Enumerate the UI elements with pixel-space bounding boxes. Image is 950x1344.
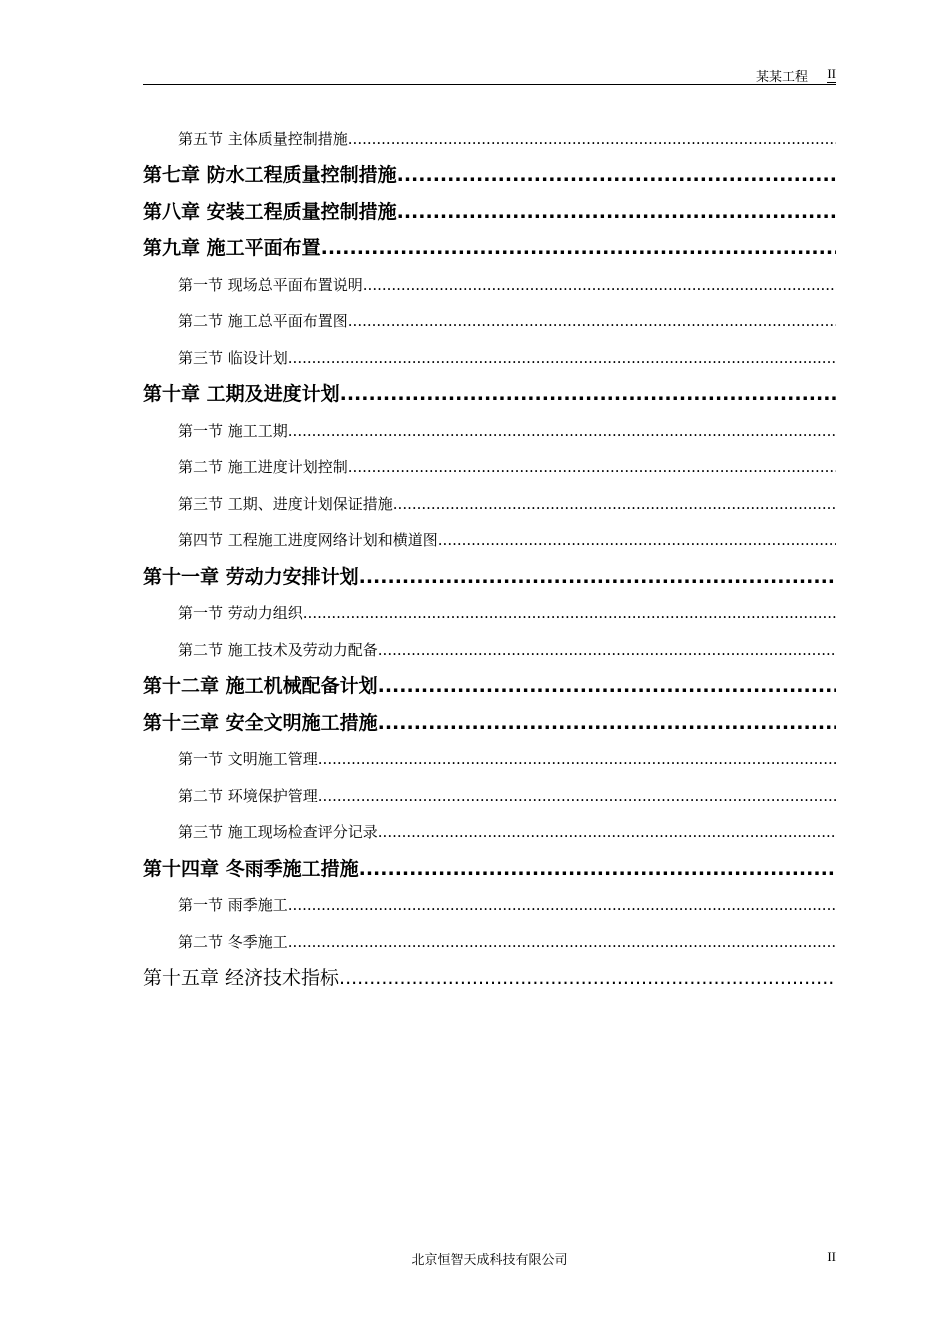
toc-dot-leader [303, 595, 836, 631]
toc-entry-label: 第九章 施工平面布置 [143, 237, 321, 259]
header-page-number: II [827, 66, 836, 81]
toc-entry-label: 第二节 冬季施工 [178, 932, 288, 951]
toc-chapter-entry[interactable] [143, 558, 836, 595]
toc-entry-label: 第一节 文明施工管理 [178, 750, 318, 768]
toc-entry-label: 第二节 施工进度计划控制 [178, 458, 348, 476]
toc-section-entry[interactable] [143, 595, 836, 632]
toc-chapter-entry[interactable] [143, 376, 836, 413]
toc-dot-leader [359, 559, 836, 595]
toc-dot-leader [318, 778, 836, 814]
footer-page-number: II [827, 1249, 836, 1264]
toc-entry-label: 第一节 施工工期 [178, 421, 288, 440]
toc-entry-label: 第一节 劳动力组织 [178, 604, 303, 622]
toc-section-entry[interactable] [143, 923, 836, 960]
toc-section-entry[interactable] [143, 814, 836, 851]
toc-entry-label: 第四节 工程施工进度网络计划和横道图 [178, 531, 438, 549]
toc-dot-leader [288, 340, 836, 376]
footer-company-name: 北京恒智天成科技有限公司 [411, 1253, 568, 1268]
toc-section-entry[interactable] [143, 339, 836, 376]
table-of-contents [143, 120, 836, 996]
toc-dot-leader [378, 705, 836, 741]
toc-section-entry[interactable] [143, 120, 836, 157]
toc-dot-leader [378, 668, 836, 704]
header-title: 某某工程 [755, 70, 808, 85]
toc-section-entry[interactable] [143, 449, 836, 486]
toc-entry-label: 第一节 雨季施工 [178, 896, 288, 914]
toc-dot-leader [378, 814, 836, 850]
toc-entry-label: 第八章 安装工程质量控制措施 [143, 200, 397, 223]
toc-dot-leader [288, 413, 836, 449]
toc-chapter-entry[interactable] [143, 850, 836, 887]
toc-entry-label: 第十三章 安全文明施工措施 [143, 711, 378, 734]
toc-entry-label: 第一节 现场总平面布置说明 [178, 275, 363, 294]
toc-entry-label: 第三节 工期、进度计划保证措施 [178, 494, 393, 513]
toc-dot-leader [378, 632, 836, 668]
toc-entry-label: 第二节 施工总平面布置图 [178, 312, 348, 330]
toc-entry-label: 第五节 主体质量控制措施 [178, 129, 348, 148]
toc-chapter-entry[interactable] [143, 668, 836, 705]
toc-dot-leader [348, 449, 836, 485]
toc-entry-label: 第十五章 经济技术指标 [143, 967, 340, 989]
toc-dot-leader [348, 121, 836, 157]
toc-dot-leader [348, 303, 836, 339]
toc-section-entry[interactable] [143, 887, 836, 924]
toc-entry-label: 第二节 环境保护管理 [178, 786, 318, 805]
toc-dot-leader [318, 741, 836, 777]
toc-section-entry[interactable] [143, 522, 836, 559]
toc-dot-leader [288, 924, 836, 960]
toc-section-entry[interactable] [143, 485, 836, 522]
toc-dot-leader [340, 376, 836, 412]
toc-chapter-entry[interactable] [143, 960, 836, 997]
toc-dot-leader [438, 522, 836, 558]
page-header [143, 64, 836, 85]
toc-section-entry[interactable] [143, 303, 836, 340]
toc-dot-leader [363, 267, 836, 303]
toc-dot-leader [359, 851, 836, 887]
toc-entry-label: 第十章 工期及进度计划 [143, 383, 340, 405]
toc-entry-label: 第三节 施工现场检查评分记录 [178, 823, 378, 841]
toc-entry-label: 第十一章 劳动力安排计划 [143, 565, 359, 588]
toc-entry-label: 第二节 施工技术及劳动力配备 [178, 640, 378, 659]
toc-dot-leader [321, 230, 836, 266]
toc-dot-leader [339, 960, 836, 996]
toc-section-entry[interactable] [143, 777, 836, 814]
toc-dot-leader [288, 887, 836, 923]
toc-entry-label: 第十四章 冬雨季施工措施 [143, 857, 359, 880]
toc-section-entry[interactable] [143, 412, 836, 449]
toc-entry-label: 第七章 防水工程质量控制措施 [143, 164, 397, 186]
page-footer [143, 1249, 836, 1267]
toc-chapter-entry[interactable] [143, 157, 836, 194]
toc-entry-label: 第十二章 施工机械配备计划 [143, 675, 378, 697]
toc-chapter-entry[interactable] [143, 704, 836, 741]
toc-dot-leader [397, 194, 836, 230]
toc-chapter-entry[interactable] [143, 193, 836, 230]
toc-chapter-entry[interactable] [143, 230, 836, 267]
toc-section-entry[interactable] [143, 741, 836, 778]
toc-section-entry[interactable] [143, 266, 836, 303]
toc-dot-leader [393, 486, 836, 522]
toc-section-entry[interactable] [143, 631, 836, 668]
toc-dot-leader [397, 157, 836, 193]
toc-entry-label: 第三节 临设计划 [178, 348, 288, 367]
